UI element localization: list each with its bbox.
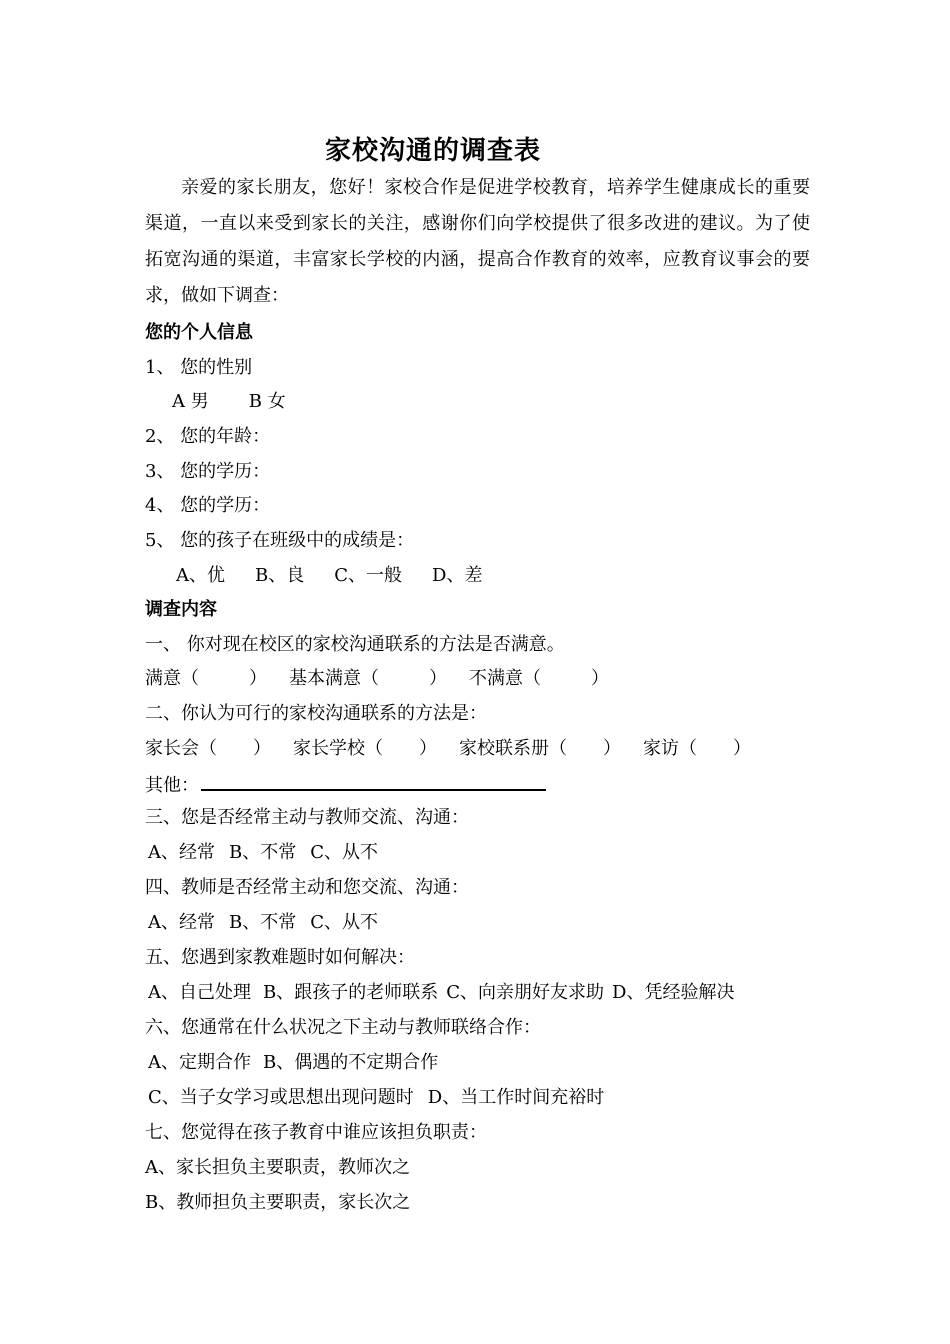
option-problem-arises: C、当子女学习或思想出现问题时 <box>148 1087 414 1108</box>
survey-q4-options <box>148 911 378 935</box>
bracket-close: ） <box>591 668 609 689</box>
option-good: B、良 <box>255 565 305 586</box>
other-label: 其他： <box>145 775 199 796</box>
bracket-close: ） <box>253 738 271 759</box>
question-age: 2、 您的年龄： <box>145 426 271 447</box>
option-satisfied: 满意（ <box>145 668 199 689</box>
option-occasional: B、偶遇的不定期合作 <box>263 1052 439 1073</box>
survey-q7-option-b: B、教师担负主要职责，家长次之 <box>145 1192 411 1213</box>
bracket-close: ） <box>249 668 267 689</box>
survey-q6-options-ab <box>148 1051 438 1075</box>
survey-heading: 调查内容 <box>145 599 217 620</box>
option-experience: D、凭经验解决 <box>612 982 735 1003</box>
option-basically-satisfied: 基本满意（ <box>289 668 379 689</box>
question-education-1: 3、 您的学历： <box>145 461 271 482</box>
option-female: B 女 <box>248 391 286 412</box>
gender-options <box>172 390 286 414</box>
survey-q1-options <box>145 667 609 691</box>
document-title: 家校沟通的调查表 <box>324 136 541 166</box>
option-seldom: B、不常 <box>229 912 297 933</box>
grade-options <box>176 564 482 588</box>
other-blank-line <box>201 771 546 791</box>
survey-q2-options <box>145 737 751 761</box>
option-parent-meeting: 家长会（ <box>145 738 217 759</box>
survey-q1: 一、 你对现在校区的家校沟通联系的方法是否满意。 <box>145 634 565 655</box>
bracket-close: ） <box>429 668 447 689</box>
question-gender: 1、 您的性别 <box>145 357 253 378</box>
option-home-visit: 家访（ <box>643 738 697 759</box>
option-average: C、一般 <box>334 565 403 586</box>
option-ask-friends: C、向亲朋好友求助 <box>446 982 605 1003</box>
option-regular: A、定期合作 <box>148 1052 251 1073</box>
option-contact-book: 家校联系册（ <box>459 738 567 759</box>
survey-q6: 六、您通常在什么状况之下主动与教师联络合作： <box>145 1017 541 1038</box>
survey-q4: 四、教师是否经常主动和您交流、沟通： <box>145 877 469 898</box>
bracket-close: ） <box>419 738 437 759</box>
survey-q2: 二、你认为可行的家校沟通联系的方法是： <box>145 703 487 724</box>
option-never: C、从不 <box>310 842 379 863</box>
option-poor: D、差 <box>432 565 483 586</box>
survey-q7: 七、您觉得在孩子教育中谁应该担负职责： <box>145 1122 487 1143</box>
survey-q7-option-a: A、家长担负主要职责，教师次之 <box>145 1157 410 1178</box>
option-dissatisfied: 不满意（ <box>469 668 541 689</box>
bracket-close: ） <box>603 738 621 759</box>
bracket-close: ） <box>733 738 751 759</box>
survey-q5: 五、您遇到家教难题时如何解决： <box>145 947 415 968</box>
survey-q3-options <box>148 841 378 865</box>
option-male: A 男 <box>172 391 209 412</box>
option-self: A、自己处理 <box>148 982 251 1003</box>
personal-info-heading: 您的个人信息 <box>145 322 253 343</box>
option-seldom: B、不常 <box>229 842 297 863</box>
question-education-2: 4、 您的学历： <box>145 495 271 516</box>
question-child-grade: 5、 您的孩子在班级中的成绩是： <box>145 530 415 551</box>
option-never: C、从不 <box>310 912 379 933</box>
intro-paragraph: 亲爱的家长朋友，您好！家校合作是促进学校教育，培养学生健康成长的重要渠道，一直以来受到家长的关注，感谢你们向学校提供了很多改进的建议。为了使拓宽沟通的渠道，丰富家长学校的内涵，提高合作教育的效率，应教育议事会的要求，做如下调查： <box>145 177 810 306</box>
survey-q5-options <box>148 981 734 1005</box>
survey-q2-other <box>145 771 546 798</box>
option-excellent: A、优 <box>176 565 225 586</box>
survey-q6-options-cd <box>148 1086 604 1110</box>
survey-q3: 三、您是否经常主动与教师交流、沟通： <box>145 807 469 828</box>
option-free-time: D、当工作时间充裕时 <box>427 1087 605 1108</box>
option-parent-school: 家长学校（ <box>293 738 383 759</box>
option-often: A、经常 <box>148 912 215 933</box>
option-often: A、经常 <box>148 842 215 863</box>
option-contact-teacher: B、跟孩子的老师联系 <box>263 982 439 1003</box>
